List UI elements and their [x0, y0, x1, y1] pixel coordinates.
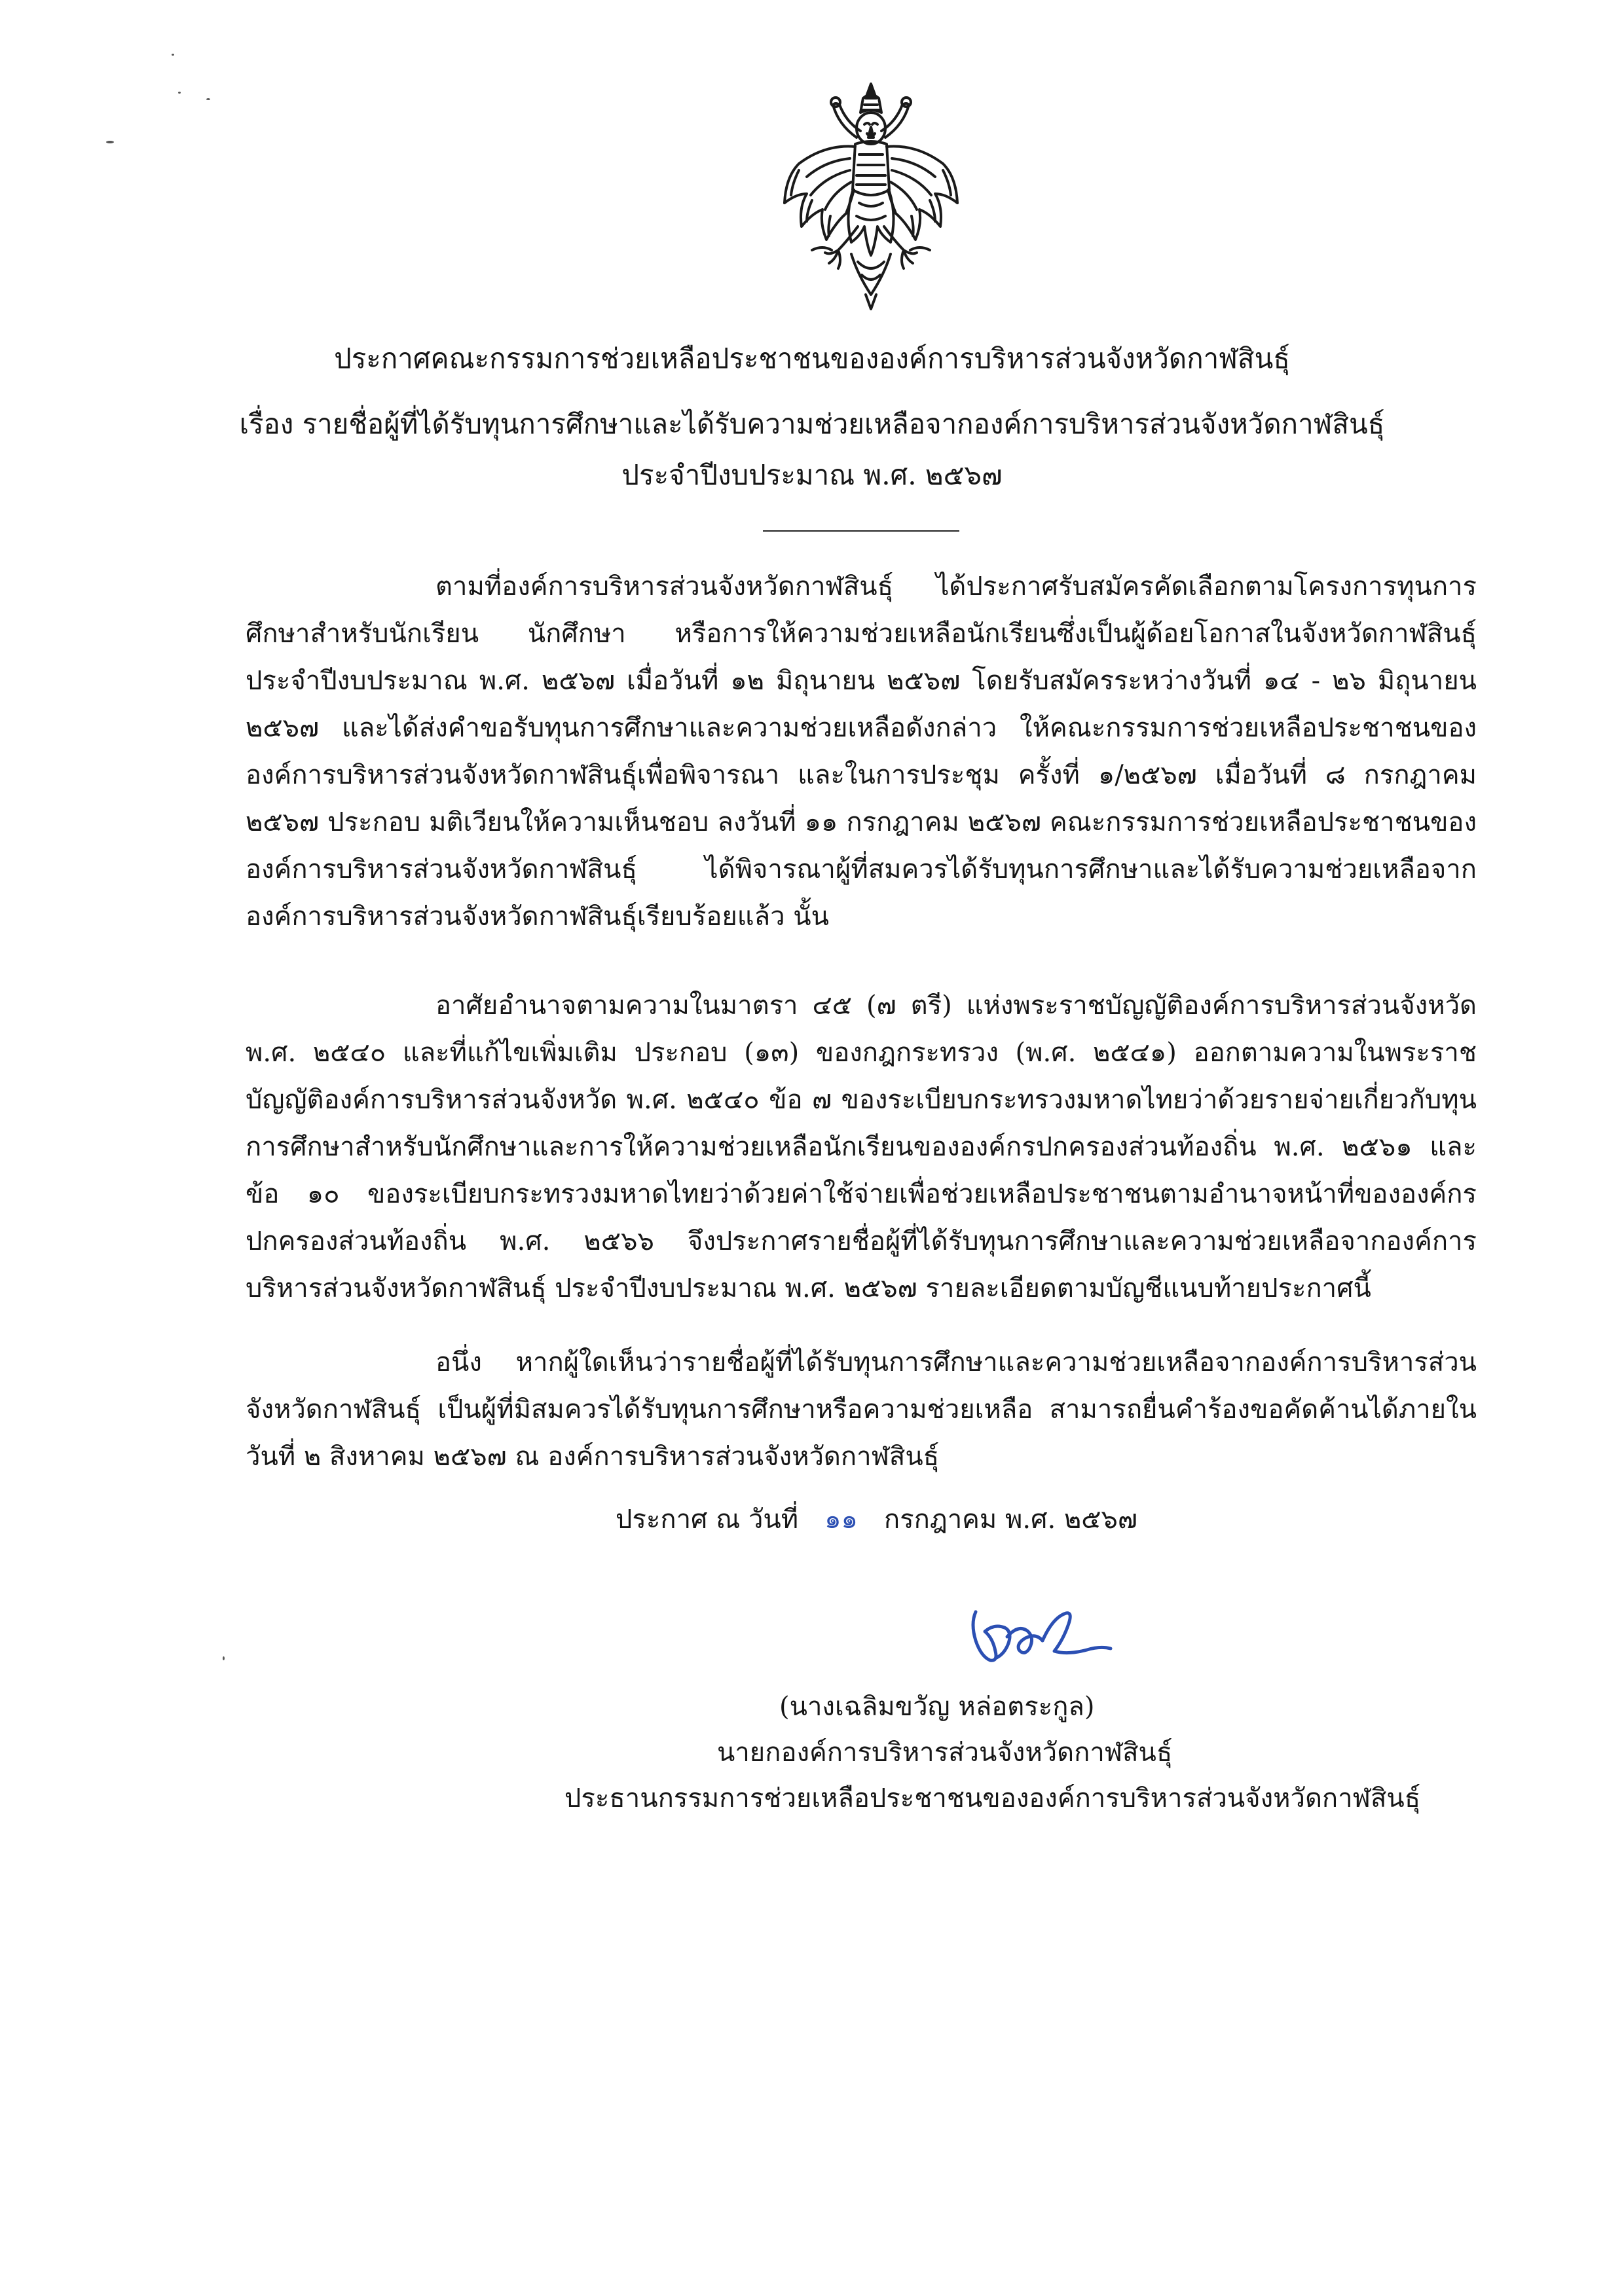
scan-speck [172, 54, 174, 56]
fiscal-year-line: ประจำปีงบประมาณ พ.ศ. ๒๕๖๗ [621, 459, 1003, 491]
scan-speck [206, 98, 210, 100]
dateline-day: ๑๑ [824, 1504, 858, 1535]
dateline-prefix: ประกาศ ณ วันที่ [616, 1504, 799, 1535]
announcement-dateline [616, 1496, 1137, 1543]
dateline-month-year: กรกฎาคม พ.ศ. ๒๕๖๗ [883, 1504, 1138, 1535]
title-divider [763, 530, 959, 532]
paragraph-objection-notice: อนึ่ง หากผู้ใดเห็นว่ารายชื่อผู้ที่ได้รับทุนการศึกษาและความช่วยเหลือจากองค์การบริหารส่วนจังหวัดกาฬสินธุ์ เป็นผู้ที่มิสมควรได้รับทุนการศึกษาหรือความช่วยเหลือ สามารถยื่นคำร้องขอคัดค้านได้ภายในวันที่ ๒ สิงหาคม ๒๕๖๗ ณ องค์การบริหารส่วนจังหวัดกาฬสินธุ์ [246, 1347, 1477, 1472]
paragraph-legal-authority: อาศัยอำนาจตามความในมาตรา ๔๕ (๗ ตรี) แห่งพระราชบัญญัติองค์การบริหารส่วนจังหวัด พ.ศ. ๒๕๔๐ และที่แก้ไขเพิ่มเติม ประกอบ (๑๓) ของกฎกระทรวง (พ.ศ. ๒๕๔๑) ออกตามความในพระราชบัญญัติองค์การบริหารส่วนจังหวัด พ.ศ. ๒๕๔๐ ข้อ ๗ ของระเบียบกระทรวงมหาดไทยว่าด้วยรายจ่ายเกี่ยวกับทุนการศึกษาสำหรับนักศึกษาและการให้ความช่วยเหลือนักเรียนขององค์กรปกครองส่วนท้องถิ่น พ.ศ. ๒๕๖๑ และข้อ ๑๐ ของระเบียบกระทรวงมหาดไทยว่าด้วยค่าใช้จ่ายเพื่อช่วยเหลือประชาชนตามอำนาจหน้าที่ขององค์กรปกครองส่วนท้องถิ่น พ.ศ. ๒๕๖๖ จึงประกาศรายชื่อผู้ที่ได้รับทุนการศึกษาและความช่วยเหลือจากองค์การบริหารส่วนจังหวัดกาฬสินธุ์ ประจำปีงบประมาณ พ.ศ. ๒๕๖๗ รายละเอียดตามบัญชีแนบท้ายประกาศนี้ [246, 991, 1477, 1303]
scan-speck [178, 92, 181, 94]
handwritten-signature [956, 1597, 1113, 1676]
paragraph-background: ตามที่องค์การบริหารส่วนจังหวัดกาฬสินธุ์ ได้ประกาศรับสมัครคัดเลือกตามโครงการทุนการศึกษาสำหรับนักเรียน นักศึกษา หรือการให้ความช่วยเหลือนักเรียนซึ่งเป็นผู้ด้อยโอกาสในจังหวัดกาฬสินธุ์ ประจำปีงบประมาณ พ.ศ. ๒๕๖๗ เมื่อวันที่ ๑๒ มิถุนายน ๒๕๖๗ โดยรับสมัครระหว่างวันที่ ๑๔ - ๒๖ มิถุนายน ๒๕๖๗ และได้ส่งคำขอรับทุนการศึกษาและความช่วยเหลือดังกล่าว ให้คณะกรรมการช่วยเหลือประชาชนขององค์การบริหารส่วนจังหวัดกาฬสินธุ์เพื่อพิจารณา และในการประชุม ครั้งที่ ๑/๒๕๖๗ เมื่อวันที่ ๘ กรกฎาคม ๒๕๖๗ ประกอบ มติเวียนให้ความเห็นชอบ ลงวันที่ ๑๑ กรกฎาคม ๒๕๖๗ คณะกรรมการช่วยเหลือประชาชนขององค์การบริหารส่วนจังหวัดกาฬสินธุ์ ได้พิจารณาผู้ที่สมควรได้รับทุนการศึกษาและได้รับความช่วยเหลือจากองค์การบริหารส่วนจังหวัดกาฬสินธุ์เรียบร้อยแล้ว นั้น [246, 572, 1477, 932]
garuda-emblem-icon [773, 79, 969, 340]
signatory-name: (นางเฉลิมขวัญ หล่อตระกูล) [779, 1692, 1095, 1722]
announcement-title: ประกาศคณะกรรมการช่วยเหลือประชาชนขององค์การบริหารส่วนจังหวัดกาฬสินธุ์ [334, 342, 1290, 374]
subject-line: เรื่อง รายชื่อผู้ที่ได้รับทุนการศึกษาและได้รับความช่วยเหลือจากองค์การบริหารส่วนจังหวัดกาฬสินธุ์ [239, 408, 1385, 440]
scan-speck [106, 141, 114, 143]
signatory-committee-role: ประธานกรรมการช่วยเหลือประชาชนขององค์การบริหารส่วนจังหวัดกาฬสินธุ์ [564, 1783, 1421, 1813]
scan-speck [223, 1656, 225, 1660]
signatory-position: นายกองค์การบริหารส่วนจังหวัดกาฬสินธุ์ [717, 1738, 1173, 1768]
signatory-block [0, 1684, 1624, 1848]
